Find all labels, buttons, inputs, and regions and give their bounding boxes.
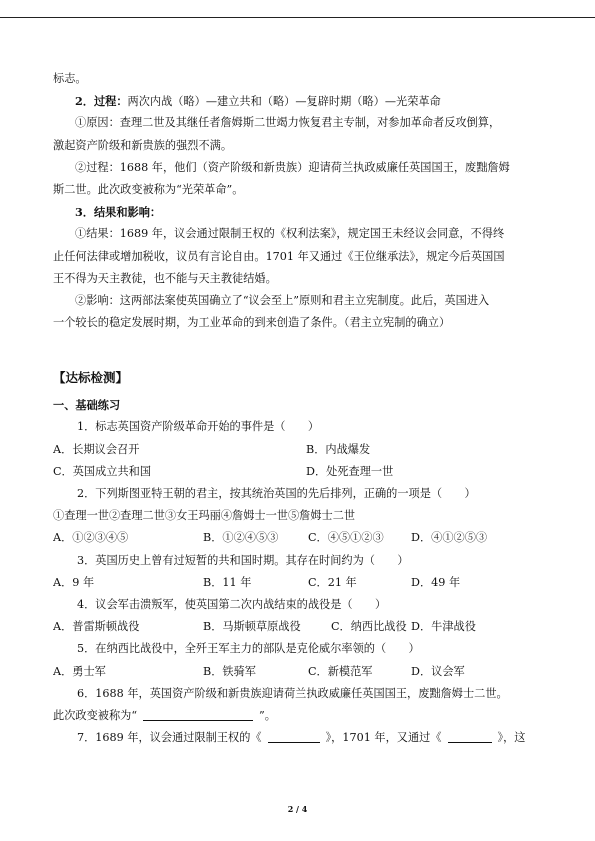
- question-6-line-2: [53, 705, 543, 727]
- option-b: B．马斯顿草原战役: [203, 620, 301, 634]
- question-1-stem: 1．标志英国资产阶级革命开始的事件是（ ）: [77, 420, 320, 434]
- option-b: B．11 年: [203, 575, 252, 589]
- process-text: 两次内战（略）—建立共和（略）—复辟时期（略）—光荣革命: [127, 95, 441, 109]
- question-5-options: [53, 661, 543, 683]
- option-b: B．①②④⑤③: [203, 531, 279, 545]
- q7-answer-blank-1[interactable]: [268, 729, 320, 743]
- option-a: A．长期议会召开: [53, 442, 140, 456]
- question-1-options-row-2: [53, 461, 543, 483]
- paragraph-line: 激起资产阶级和新贵族的强烈不满。: [53, 138, 233, 152]
- question-4-stem: 4．议会军击溃叛军，使英国第二次内战结束的战役是（ ）: [77, 597, 387, 611]
- question-7-line: [53, 727, 543, 749]
- q7-suffix: 》，这: [497, 731, 526, 745]
- paragraph-line: ②影响：这两部法案使英国确立了“议会至上”原则和君主立宪制度。此后，英国进入: [75, 293, 490, 307]
- paragraph-line: 标志。: [53, 72, 87, 85]
- paragraph-line: 一个较长的稳定发展时期，为工业革命的到来创造了条件。（君主立宪制的确立）: [53, 316, 451, 330]
- option-c: C．英国成立共和国: [53, 464, 152, 478]
- question-6-line-1: 6．1688 年，英国资产阶级和新贵族迎请荷兰执政威廉任英国国王，废黜詹姆士二世。: [77, 686, 508, 700]
- option-a: A．①②③④⑤: [53, 531, 129, 545]
- result-heading: 3．结果和影响：: [75, 205, 162, 220]
- question-2-options: [53, 527, 543, 549]
- q6-answer-blank[interactable]: [143, 707, 253, 721]
- process-label: 2．过程：: [75, 94, 128, 109]
- paragraph-line: ②过程：1688 年，他们（资产阶级和新贵族）迎请荷兰执政威廉任英国国王，废黜詹姆: [75, 160, 510, 174]
- option-c: C．④⑤①②③: [308, 531, 384, 545]
- paragraph-line: 止任何法律或增加税收，议员有言论自由。1701 年又通过《王位继承法》，规定今后英国国: [53, 249, 505, 263]
- q6-prefix: 此次政变被称为“: [53, 708, 138, 722]
- subsection-title: 一、基础练习: [53, 398, 121, 413]
- option-c: C．纳西比战役: [331, 620, 407, 634]
- page-number: 2 / 4: [287, 804, 308, 814]
- document-body: [53, 68, 543, 749]
- option-d: D．牛津战役: [411, 620, 476, 634]
- option-a: A．勇士军: [53, 664, 106, 678]
- process-heading-line: [53, 90, 543, 112]
- option-d: D．议会军: [411, 664, 465, 678]
- q6-suffix: ”。: [259, 708, 276, 722]
- paragraph-line: ①结果：1689 年，议会通过限制王权的《权利法案》，规定国王未经议会同意，不得终: [75, 227, 505, 241]
- option-c: C．新模范军: [308, 664, 373, 678]
- q7-middle: 》，1701 年，又通过《: [325, 731, 442, 745]
- paragraph-line: 斯二世。此次政变被称为“光荣革命”。: [53, 182, 244, 196]
- header-rule: [0, 17, 595, 18]
- question-1-options-row-1: [53, 439, 543, 461]
- option-d: D．④①②⑤③: [411, 531, 488, 545]
- question-3-stem: 3．英国历史上曾有过短暂的共和国时期。其存在时间约为（ ）: [77, 553, 409, 567]
- option-a: A．9 年: [53, 575, 95, 589]
- question-2-stem: 2．下列斯图亚特王朝的君主，按其统治英国的先后排列，正确的一项是（ ）: [77, 487, 476, 500]
- option-b: B．内战爆发: [306, 442, 371, 456]
- question-4-options: [53, 616, 543, 638]
- option-a: A．普雷斯顿战役: [53, 620, 140, 634]
- question-2-list: ①查理一世②查理二世③女王玛丽④詹姆士一世⑤詹姆士二世: [53, 509, 356, 523]
- paragraph-line: ①原因：查理二世及其继任者詹姆斯二世竭力恢复君主专制，对参加革命者反攻倒算，: [75, 116, 501, 130]
- option-b: B．铁骑军: [203, 664, 256, 678]
- question-3-options: [53, 572, 543, 594]
- option-c: C．21 年: [308, 575, 357, 589]
- q7-prefix: 7．1689 年，议会通过限制王权的《: [77, 731, 262, 745]
- question-5-stem: 5．在纳西比战役中，全歼王军主力的部队是克伦威尔率领的（ ）: [77, 642, 420, 656]
- option-d: D．49 年: [411, 575, 461, 589]
- q7-answer-blank-2[interactable]: [448, 729, 492, 743]
- option-d: D．处死查理一世: [306, 464, 394, 478]
- paragraph-line: 王不得为天主教徒，也不能与天主教徒结婚。: [53, 271, 277, 285]
- section-title: 【达标检测】: [53, 370, 129, 386]
